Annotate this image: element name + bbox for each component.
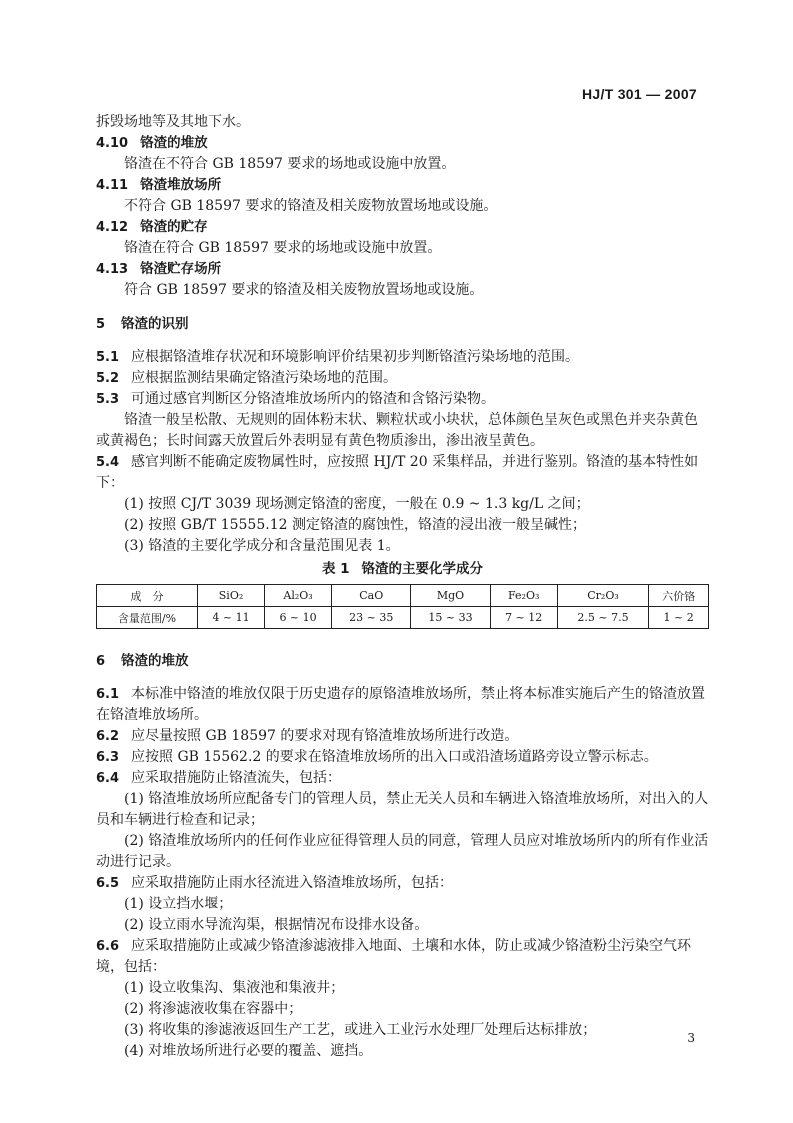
clause-5-1: 5.1 应根据铬渣堆存状况和环境影响评价结果初步判断铬渣污染场地的范围。 [96,349,580,365]
clause-6-4: 6.4 应采取措施防止铬渣流失，包括： [96,770,342,786]
clause-6-4-item-2: (2) 铬渣堆放场所内的任何作业应征得管理人员的同意，管理人员应对堆放场所内的所有作业活动进行记录。 [96,833,709,870]
table-cell: 15 ~ 33 [411,607,490,629]
table-cell: 1 ~ 2 [649,607,709,629]
clause-5-4-item-1: (1) 按照 CJ/T 3039 现场测定铬渣的密度，一般在 0.9 ~ 1.3 kg/L 之间； [124,496,590,512]
table-1-caption: 表 1 铬渣的主要化学成分 [321,561,484,577]
table-header-cell: 成 分 [97,585,198,607]
standard-number: HJ/T 301 — 2007 [581,86,697,102]
page-number: 3 [687,1031,695,1045]
clause-6-5-item-1: (1) 设立挡水堰； [124,896,233,912]
clause-6-6-item-2: (2) 将渗滤液收集在容器中； [124,1001,303,1017]
clause-6-6-item-4: (4) 对堆放场所进行必要的覆盖、遮挡。 [124,1043,373,1059]
table-cell: 23 ~ 35 [332,607,411,629]
clause-4-12-text: 铬渣在符合 GB 18597 要求的场地或设施中放置。 [124,240,442,256]
chemical-composition-table [96,584,709,629]
table-cell: 6 ~ 10 [265,607,332,629]
clause-5-4: 5.4 感官判断不能确定废物属性时，应按照 HJ/T 20 采集样品，并进行鉴别。铬渣的基本特性如下： [96,454,699,491]
clause-6-6: 6.6 应采取措施防止或减少铬渣渗滤液排入地面、土壤和水体，防止或减少铬渣粉尘污染空气环境，包括： [96,938,692,975]
table-header-cell: SiO₂ [198,585,265,607]
table-cell: 含量范围/% [97,607,198,629]
table-header-cell: Al₂O₃ [265,585,332,607]
clause-5-2: 5.2 应根据监测结果确定铬渣污染场地的范围。 [96,370,398,386]
clause-5-3: 5.3 可通过感官判断区分铬渣堆放场所内的铬渣和含铬污染物。 [96,391,496,407]
clause-6-5: 6.5 应采取措施防止雨水径流进入铬渣堆放场所，包括： [96,875,454,891]
table-header-cell: Cr₂O₃ [557,585,649,607]
table-row [97,607,709,629]
clause-5-3-description: 铬渣一般呈松散、无规则的固体粉末状、颗粒状或小块状，总体颜色呈灰色或黑色并夹杂黄色或黄褐色；长时间露天放置后外表明显有黄色物质渗出，渗出液呈黄色。 [96,412,698,449]
clause-5-4-item-3: (3) 铬渣的主要化学成分和含量范围见表 1。 [124,538,400,554]
table-header-cell: MgO [411,585,490,607]
document-body [96,112,709,1062]
clause-4-11-heading: 4.11 铬渣堆放场所 [96,177,222,193]
clause-5-4-item-2: (2) 按照 GB/T 15555.12 测定铬渣的腐蚀性，铬渣的浸出液一般呈碱性； [124,517,586,533]
clause-6-1: 6.1 本标准中铬渣的堆放仅限于历史遗存的原铬渣堆放场所，禁止将本标准实施后产生的铬渣放置在铬渣堆放场所。 [96,686,706,723]
clause-6-6-item-1: (1) 设立收集沟、集液池和集液井； [124,980,345,996]
table-cell: 2.5 ~ 7.5 [557,607,649,629]
table-header-cell: CaO [332,585,411,607]
clause-6-2: 6.2 应尽量按照 GB 18597 的要求对现有铬渣堆放场所进行改造。 [96,728,519,744]
clause-4-12-heading: 4.12 铬渣的贮存 [96,219,208,235]
table-header-cell: 六价铬 [649,585,709,607]
clause-4-13-text: 符合 GB 18597 要求的铬渣及相关废物放置场地或设施。 [124,282,484,298]
section-6-heading: 6 铬渣的堆放 [96,653,189,669]
clause-4-11-text: 不符合 GB 18597 要求的铬渣及相关废物放置场地或设施。 [124,198,498,214]
section-5-heading: 5 铬渣的识别 [96,316,189,332]
clause-4-10-text: 铬渣在不符合 GB 18597 要求的场地或设施中放置。 [124,156,456,172]
table-header-cell: Fe₂O₃ [490,585,557,607]
table-cell: 7 ~ 12 [490,607,557,629]
continuation-line: 拆毁场地等及其地下水。 [96,114,250,130]
clause-6-3: 6.3 应按照 GB 15562.2 的要求在铬渣堆放场所的出入口或沿渣场道路旁设立警示标志。 [96,749,658,765]
table-cell: 4 ~ 11 [198,607,265,629]
clause-6-4-item-1: (1) 铬渣堆放场所应配备专门的管理人员，禁止无关人员和车辆进入铬渣堆放场所，对出入的人员和车辆进行检查和记录； [96,791,709,828]
clause-6-6-item-3: (3) 将收集的渗滤液返回生产工艺，或进入工业污水处理厂处理后达标排放； [124,1022,597,1038]
table-header-row [97,585,709,607]
clause-6-5-item-2: (2) 设立雨水导流沟渠，根据情况布设排水设备。 [124,917,429,933]
clause-4-10-heading: 4.10 铬渣的堆放 [96,135,208,151]
clause-4-13-heading: 4.13 铬渣贮存场所 [96,261,222,277]
